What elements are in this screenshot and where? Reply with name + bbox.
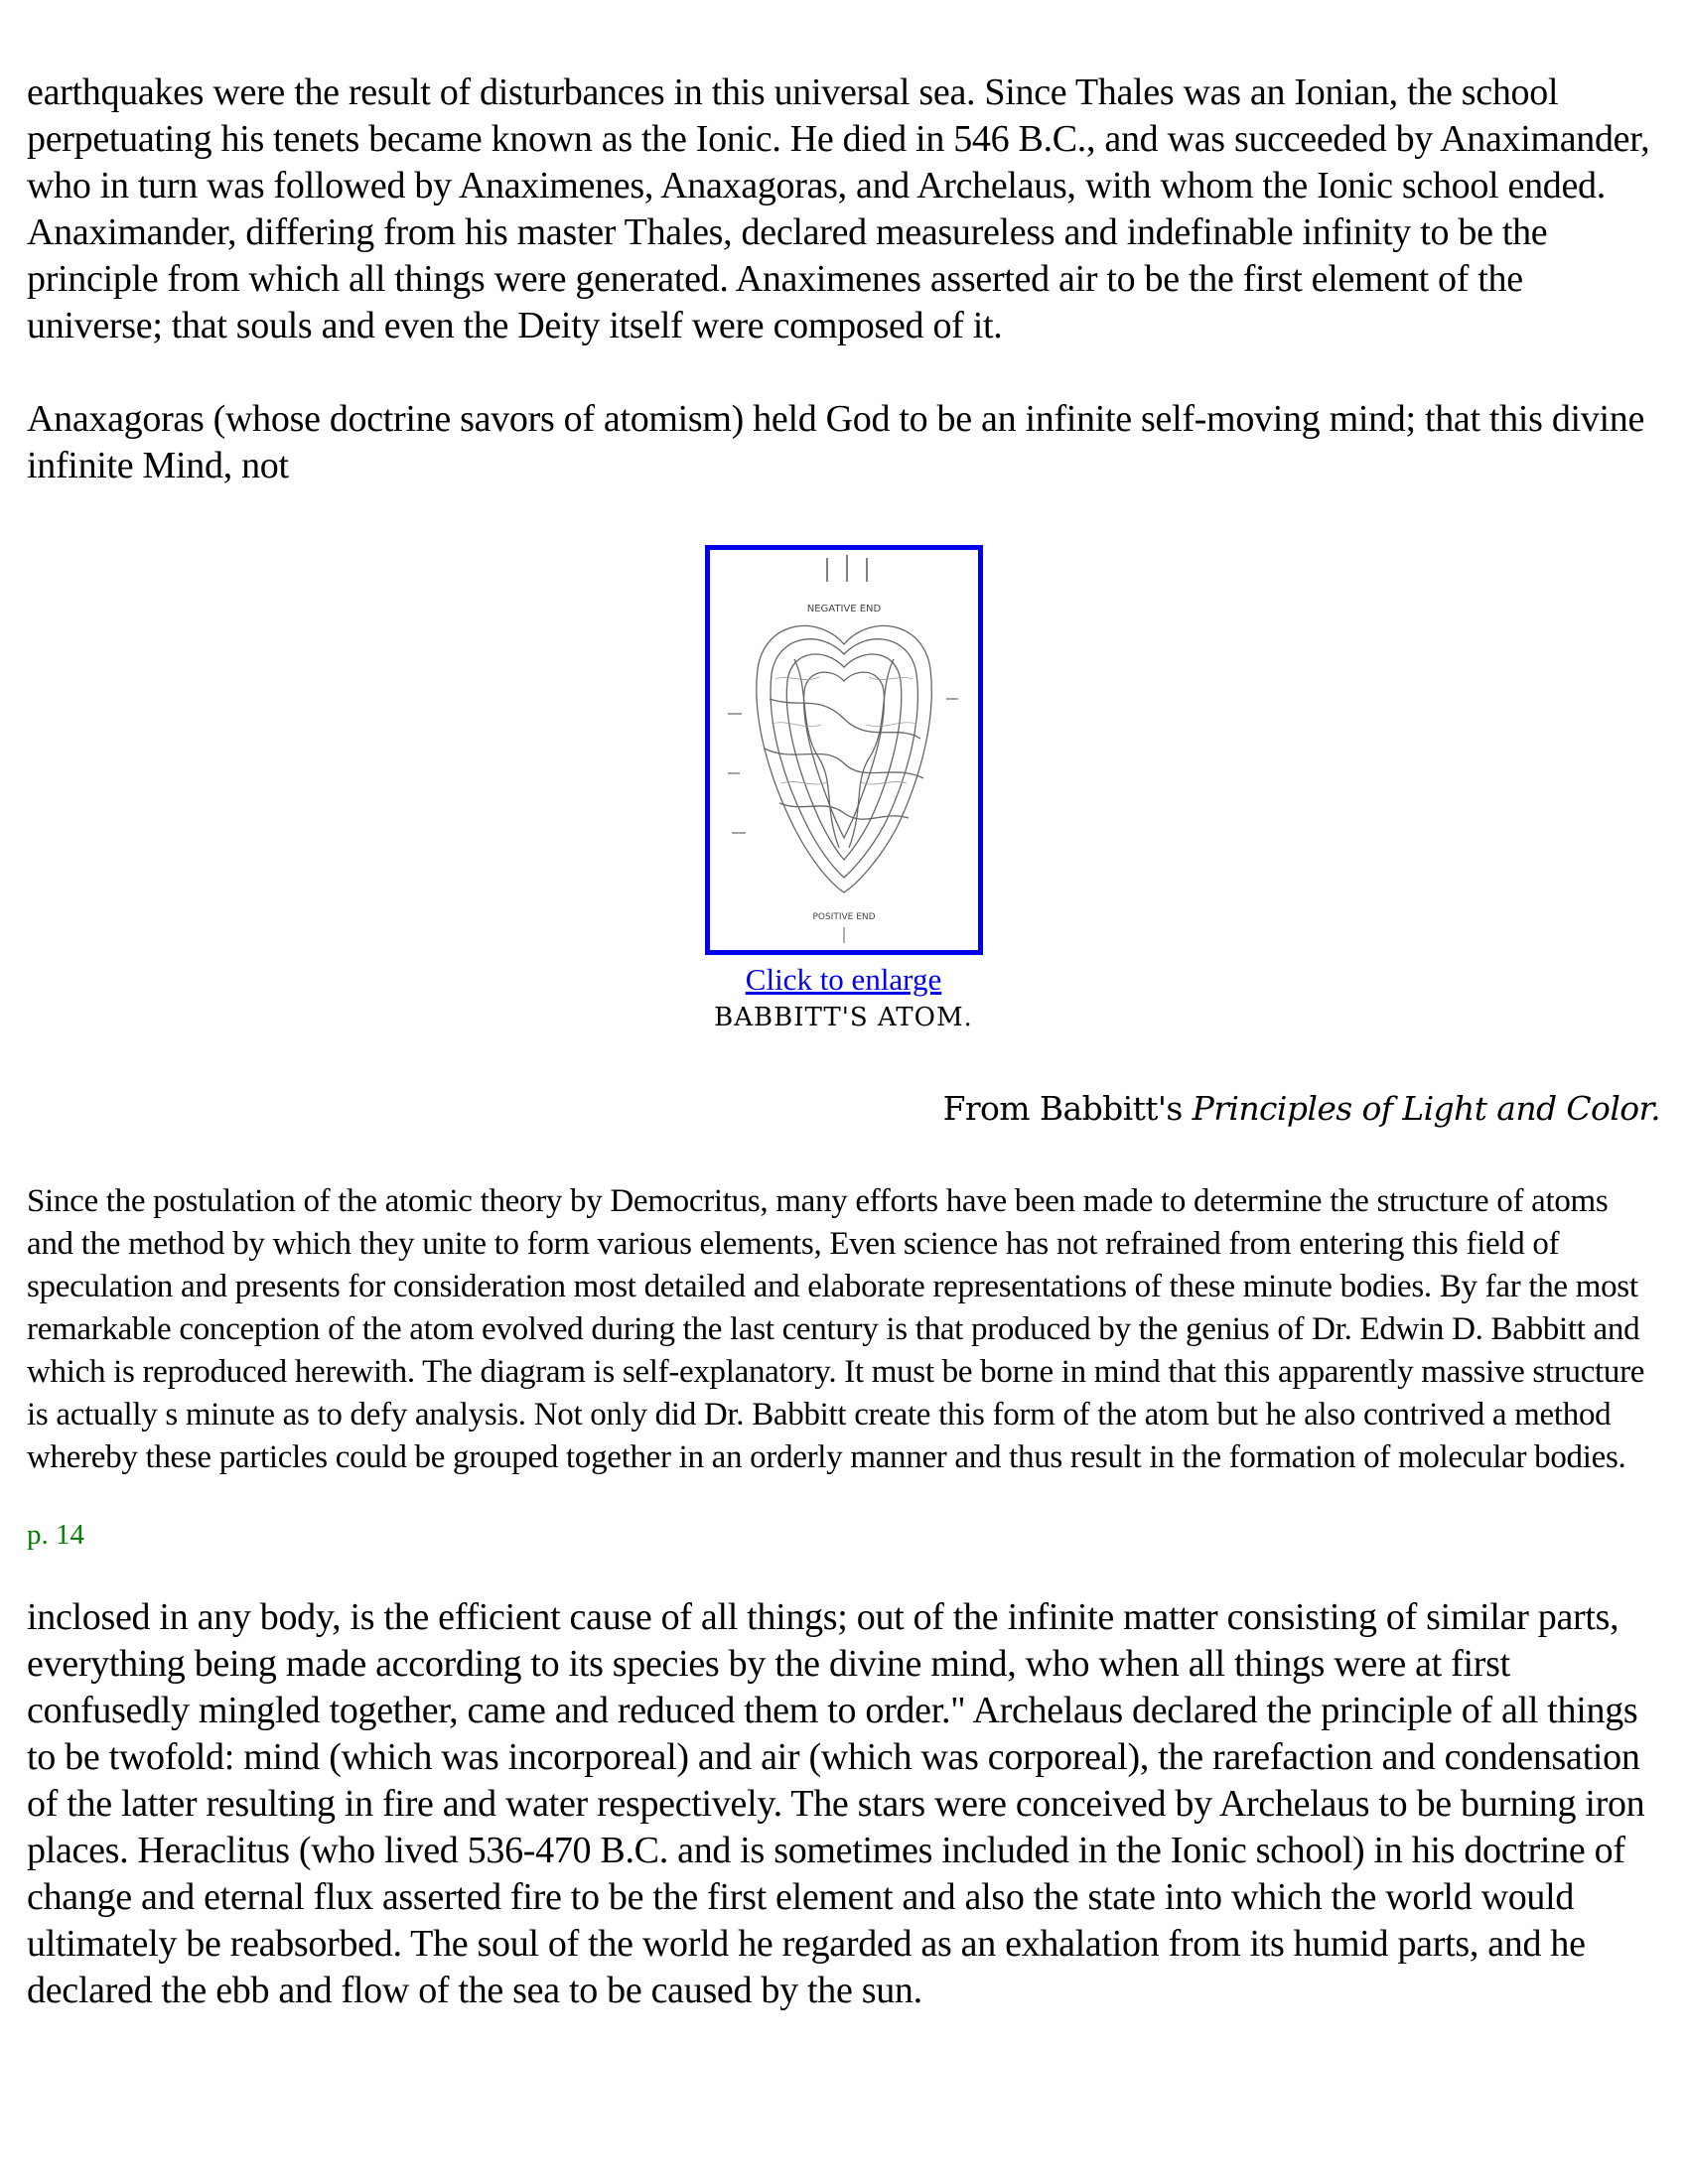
figure-babbitts-atom — [27, 545, 1660, 1037]
figure-source — [27, 1089, 1660, 1129]
babbitts-atom-illustration — [710, 550, 978, 950]
paragraph-2: Anaxagoras (whose doctrine savors of atomism) held God to be an infinite self-moving mind; that this divine infinite Mind, not — [27, 398, 1645, 486]
source-title: Principles of Light and Color. — [1192, 1089, 1660, 1128]
atom-image-link[interactable] — [705, 545, 983, 955]
source-prefix: From Babbitt's — [942, 1089, 1193, 1128]
positive-end-label: POSITIVE END — [811, 912, 876, 922]
document-page — [27, 69, 1660, 2014]
paragraph-1: earthquakes were the result of disturbances in this universal sea. Since Thales was an Ionian, the school perpetuating his tenets became known as the Ionic. He died in 546 B.C., and was succeeded by Anaximander, who in turn was followed by Anaximenes, Anaxagoras, and Archelaus, with whom the Ionic school ended. Anaximander, differing from his master Thales, declared measureless and indefinable infinity to be the principle from which all things were generated. Anaximenes asserted air to be the first element of the universe; that souls and even the Deity itself were composed of it. — [27, 71, 1650, 346]
figure-title: BABBITT'S ATOM. — [714, 1003, 973, 1032]
paragraph-3: inclosed in any body, is the efficient cause of all things; out of the infinite matter consisting of similar parts, everything being made according to its species by the divine mind, who when all things were at first confusedly mingled together, came and reduced them to order." Archelaus declared the principle of all things to be twofold: mind (which was incorporeal) and air (which was corporeal), the rarefaction and condensation of the latter resulting in fire and water respectively. The stars were conceived by Archelaus to be burning iron places. Heraclitus (who lived 536-470 B.C. and is sometimes included in the Ionic school) in his doctrine of change and eternal flux asserted fire to be the first element and also the state into which the world would ultimately be reabsorbed. The soul of the world he regarded as an exhalation from its humid parts, and he declared the ebb and flow of the sea to be caused by the sun. — [27, 1596, 1645, 2011]
click-to-enlarge-link[interactable]: Click to enlarge — [745, 962, 942, 997]
negative-end-label: NEGATIVE END — [806, 604, 881, 614]
page-number: p. 14 — [27, 1519, 84, 1551]
figure-caption: Since the postulation of the atomic theory by Democritus, many efforts have been made to determine the structure of atoms and the method by which they unite to form various elements, Even science has not refrained from entering this field of speculation and presents for consideration most detailed and elaborate representations of these minute bodies. By far the most remarkable conception of the atom evolved during the last century is that produced by the genius of Dr. Edwin D. Babbitt and which is reproduced herewith. The diagram is self-explanatory. It must be borne in mind that this apparently massive structure is actually s minute as to defy analysis. Not only did Dr. Babbitt create this form of the atom but he also contrived a method whereby these particles could be grouped together in an orderly manner and thus result in the formation of molecular bodies. — [27, 1183, 1645, 1475]
